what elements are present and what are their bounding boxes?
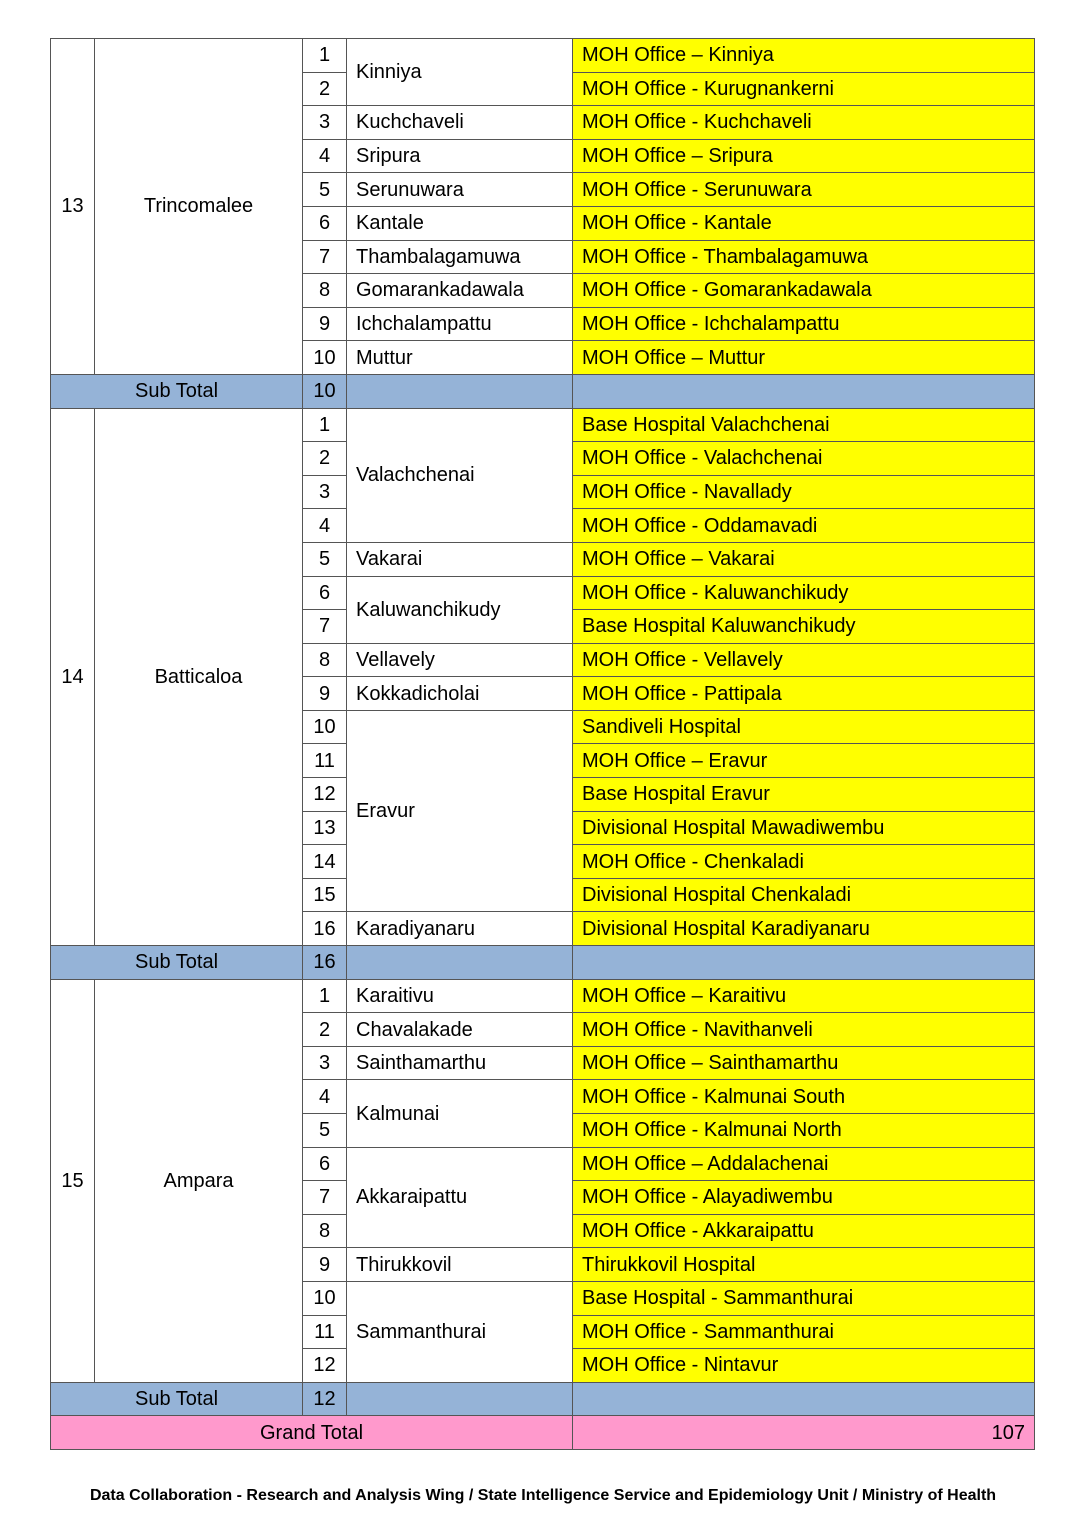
moh-area-name: Vellavely (347, 643, 573, 677)
row-number: 4 (303, 1080, 347, 1114)
row-number: 5 (303, 173, 347, 207)
institution-name: MOH Office - Akkaraipattu (573, 1214, 1035, 1248)
institution-name: Sandiveli Hospital (573, 710, 1035, 744)
institution-name: MOH Office – Sripura (573, 139, 1035, 173)
subtotal-blank (347, 374, 573, 408)
row-number: 4 (303, 139, 347, 173)
institution-name: MOH Office - Kalmunai South (573, 1080, 1035, 1114)
moh-area-name: Thambalagamuwa (347, 240, 573, 274)
moh-area-name: Kinniya (347, 39, 573, 106)
table-row (51, 979, 1035, 1013)
institution-name: MOH Office – Addalachenai (573, 1147, 1035, 1181)
moh-area-name: Thirukkovil (347, 1248, 573, 1282)
moh-area-name: Muttur (347, 341, 573, 375)
subtotal-label: Sub Total (51, 374, 303, 408)
institution-name: MOH Office - Kantale (573, 206, 1035, 240)
institution-name: MOH Office - Kaluwanchikudy (573, 576, 1035, 610)
row-number: 9 (303, 307, 347, 341)
row-number: 1 (303, 979, 347, 1013)
row-number: 8 (303, 274, 347, 308)
subtotal-row (51, 946, 1035, 980)
moh-area-name: Kalmunai (347, 1080, 573, 1147)
subtotal-blank (573, 946, 1035, 980)
institution-name: MOH Office – Sainthamarthu (573, 1046, 1035, 1080)
institution-name: MOH Office - Alayadiwembu (573, 1181, 1035, 1215)
moh-area-name: Valachchenai (347, 408, 573, 542)
institution-name: Divisional Hospital Chenkaladi (573, 878, 1035, 912)
institution-name: Thirukkovil Hospital (573, 1248, 1035, 1282)
row-number: 10 (303, 710, 347, 744)
row-number: 2 (303, 1013, 347, 1047)
district-number: 14 (51, 408, 95, 946)
institution-name: MOH Office – Vakarai (573, 542, 1035, 576)
row-number: 14 (303, 845, 347, 879)
moh-area-name: Vakarai (347, 542, 573, 576)
moh-area-name: Sainthamarthu (347, 1046, 573, 1080)
institution-name: MOH Office - Vellavely (573, 643, 1035, 677)
institution-name: MOH Office – Kinniya (573, 39, 1035, 73)
moh-area-name: Ichchalampattu (347, 307, 573, 341)
institution-name: MOH Office - Gomarankadawala (573, 274, 1035, 308)
row-number: 12 (303, 778, 347, 812)
moh-area-name: Serunuwara (347, 173, 573, 207)
row-number: 15 (303, 878, 347, 912)
row-number: 11 (303, 1315, 347, 1349)
row-number: 9 (303, 1248, 347, 1282)
table-row (51, 408, 1035, 442)
moh-area-name: Karadiyanaru (347, 912, 573, 946)
institution-name: Divisional Hospital Karadiyanaru (573, 912, 1035, 946)
subtotal-blank (347, 946, 573, 980)
row-number: 6 (303, 206, 347, 240)
grand-total-label: Grand Total (51, 1416, 573, 1450)
subtotal-value: 12 (303, 1382, 347, 1416)
institution-name: MOH Office - Kurugnankerni (573, 72, 1035, 106)
institution-name: MOH Office - Kalmunai North (573, 1114, 1035, 1148)
institution-name: MOH Office - Sammanthurai (573, 1315, 1035, 1349)
institution-name: Base Hospital - Sammanthurai (573, 1281, 1035, 1315)
subtotal-label: Sub Total (51, 946, 303, 980)
institution-name: MOH Office - Kuchchaveli (573, 106, 1035, 140)
district-name: Trincomalee (95, 39, 303, 375)
row-number: 16 (303, 912, 347, 946)
institution-name: MOH Office - Navithanveli (573, 1013, 1035, 1047)
row-number: 5 (303, 1114, 347, 1148)
row-number: 4 (303, 509, 347, 543)
institution-name: MOH Office - Navallady (573, 475, 1035, 509)
moh-area-name: Karaitivu (347, 979, 573, 1013)
institution-name: MOH Office - Serunuwara (573, 173, 1035, 207)
institution-name: Divisional Hospital Mawadiwembu (573, 811, 1035, 845)
row-number: 13 (303, 811, 347, 845)
subtotal-blank (347, 1382, 573, 1416)
moh-area-name: Chavalakade (347, 1013, 573, 1047)
district-name: Batticaloa (95, 408, 303, 946)
row-number: 3 (303, 1046, 347, 1080)
grand-total-row (51, 1416, 1035, 1450)
district-number: 15 (51, 979, 95, 1382)
moh-area-name: Kokkadicholai (347, 677, 573, 711)
subtotal-row (51, 374, 1035, 408)
district-number: 13 (51, 39, 95, 375)
subtotal-value: 10 (303, 374, 347, 408)
moh-area-name: Gomarankadawala (347, 274, 573, 308)
row-number: 8 (303, 643, 347, 677)
row-number: 8 (303, 1214, 347, 1248)
institution-name: Base Hospital Kaluwanchikudy (573, 610, 1035, 644)
row-number: 7 (303, 610, 347, 644)
institution-name: MOH Office – Karaitivu (573, 979, 1035, 1013)
institution-name: Base Hospital Eravur (573, 778, 1035, 812)
row-number: 3 (303, 106, 347, 140)
moh-area-name: Eravur (347, 710, 573, 912)
moh-area-name: Sripura (347, 139, 573, 173)
institution-name: MOH Office - Chenkaladi (573, 845, 1035, 879)
row-number: 5 (303, 542, 347, 576)
district-name: Ampara (95, 979, 303, 1382)
subtotal-blank (573, 1382, 1035, 1416)
institution-name: MOH Office - Oddamavadi (573, 509, 1035, 543)
moh-area-name: Akkaraipattu (347, 1147, 573, 1248)
institution-name: MOH Office - Thambalagamuwa (573, 240, 1035, 274)
institution-name: MOH Office – Eravur (573, 744, 1035, 778)
districts-table (50, 38, 1035, 1450)
row-number: 6 (303, 576, 347, 610)
row-number: 2 (303, 72, 347, 106)
subtotal-label: Sub Total (51, 1382, 303, 1416)
moh-area-name: Kaluwanchikudy (347, 576, 573, 643)
institution-name: Base Hospital Valachchenai (573, 408, 1035, 442)
moh-area-name: Sammanthurai (347, 1281, 573, 1382)
institution-name: MOH Office - Ichchalampattu (573, 307, 1035, 341)
table-row (51, 39, 1035, 73)
row-number: 10 (303, 1281, 347, 1315)
row-number: 7 (303, 1181, 347, 1215)
row-number: 10 (303, 341, 347, 375)
row-number: 9 (303, 677, 347, 711)
subtotal-row (51, 1382, 1035, 1416)
row-number: 1 (303, 39, 347, 73)
subtotal-value: 16 (303, 946, 347, 980)
row-number: 3 (303, 475, 347, 509)
row-number: 1 (303, 408, 347, 442)
subtotal-blank (573, 374, 1035, 408)
row-number: 2 (303, 442, 347, 476)
row-number: 12 (303, 1349, 347, 1383)
institution-name: MOH Office - Nintavur (573, 1349, 1035, 1383)
row-number: 6 (303, 1147, 347, 1181)
moh-area-name: Kuchchaveli (347, 106, 573, 140)
row-number: 7 (303, 240, 347, 274)
row-number: 11 (303, 744, 347, 778)
institution-name: MOH Office - Pattipala (573, 677, 1035, 711)
grand-total-value: 107 (573, 1416, 1035, 1450)
institution-name: MOH Office - Valachchenai (573, 442, 1035, 476)
institution-name: MOH Office – Muttur (573, 341, 1035, 375)
page-footer: Data Collaboration - Research and Analysis Wing / State Intelligence Service and Epidemiology Unit / Ministry of Health (89, 1487, 997, 1504)
moh-area-name: Kantale (347, 206, 573, 240)
